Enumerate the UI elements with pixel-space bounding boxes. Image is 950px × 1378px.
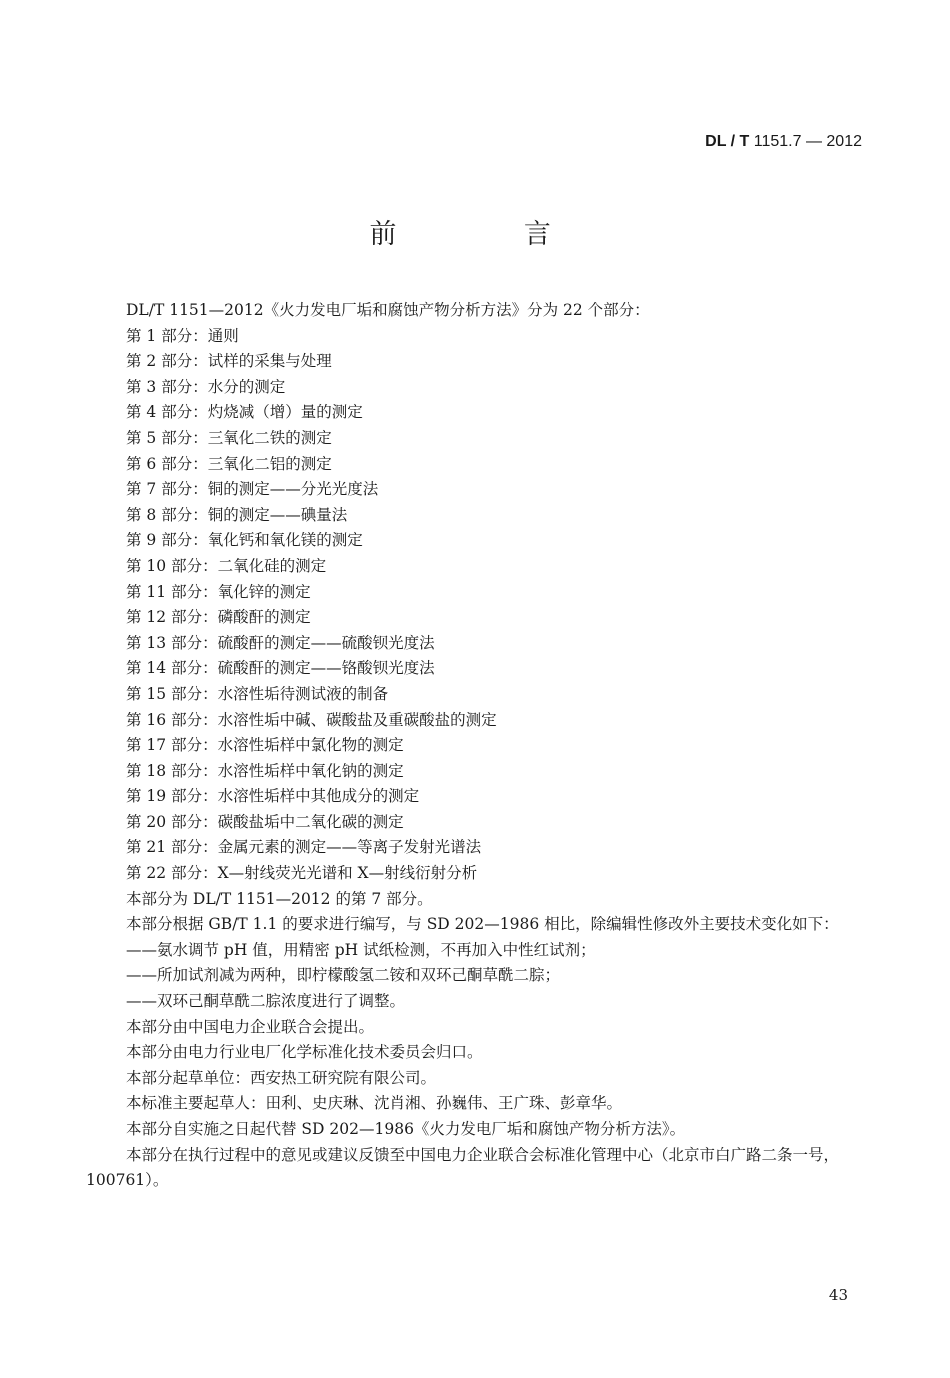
- body-paragraph: 本部分为 DL/T 1151—2012 的第 7 部分。: [126, 889, 433, 908]
- paragraph-list: [86, 887, 866, 1194]
- part-list-item: 第 6 部分：三氧化二铝的测定: [126, 454, 332, 473]
- foreword-body: [86, 298, 866, 1194]
- part-list-item: 第 3 部分：水分的测定: [126, 377, 286, 396]
- part-list-item: 第 5 部分：三氧化二铁的测定: [126, 428, 332, 447]
- part-list-item: 第 4 部分：灼烧减（增）量的测定: [126, 403, 363, 422]
- page-number: 43: [828, 1286, 848, 1304]
- body-paragraph: 本部分根据 GB/T 1.1 的要求进行编写，与 SD 202—1986 相比，除编辑性修改外主要技术变化如下：: [126, 915, 839, 934]
- standard-code: [705, 133, 862, 151]
- part-list-item: 第 12 部分：磷酸酐的测定: [126, 608, 311, 627]
- part-list-item: 第 8 部分：铜的测定——碘量法: [126, 505, 348, 524]
- part-list-item: 第 14 部分：硫酸酐的测定——铬酸钡光度法: [126, 659, 435, 678]
- part-list-item: 第 19 部分：水溶性垢样中其他成分的测定: [126, 787, 420, 806]
- part-list-item: 第 20 部分：碳酸盐垢中二氧化碳的测定: [126, 812, 404, 831]
- standard-code-prefix: DL / T: [705, 133, 750, 150]
- part-list-item: 第 11 部分：氧化锌的测定: [126, 582, 311, 601]
- body-paragraph: 本部分由中国电力企业联合会提出。: [126, 1017, 375, 1036]
- standard-code-number: 1151.7 — 2012: [749, 133, 862, 150]
- part-list-item: 第 2 部分：试样的采集与处理: [126, 352, 332, 371]
- page-title: 前 言: [369, 219, 611, 250]
- part-list-item: 第 7 部分：铜的测定——分光光度法: [126, 480, 379, 499]
- body-paragraph: 本标准主要起草人：田利、史庆琳、沈肖湘、孙巍伟、王广珠、彭章华。: [126, 1094, 623, 1113]
- part-list-item: 第 1 部分：通则: [126, 326, 239, 345]
- part-list-item: 第 13 部分：硫酸酐的测定——硫酸钡光度法: [126, 633, 435, 652]
- body-paragraph: 本部分由电力行业电厂化学标准化技术委员会归口。: [126, 1043, 483, 1062]
- part-list-item: 第 21 部分：金属元素的测定——等离子发射光谱法: [126, 838, 482, 857]
- part-list-item: 第 16 部分：水溶性垢中碱、碳酸盐及重碳酸盐的测定: [126, 710, 497, 729]
- body-paragraph: ——双环己酮草酰二腙浓度进行了调整。: [126, 992, 406, 1011]
- parts-list: [86, 324, 866, 887]
- body-paragraph: 本部分起草单位：西安热工研究院有限公司。: [126, 1068, 437, 1087]
- part-list-item: 第 9 部分：氧化钙和氧化镁的测定: [126, 531, 363, 550]
- intro-paragraph: DL/T 1151—2012《火力发电厂垢和腐蚀产物分析方法》分为 22 个部分：: [126, 301, 650, 319]
- body-paragraph: 本部分自实施之日起代替 SD 202—1986《火力发电厂垢和腐蚀产物分析方法》。: [126, 1120, 686, 1138]
- part-list-item: 第 22 部分：X—射线荧光光谱和 X—射线衍射分析: [126, 864, 478, 883]
- body-paragraph: ——氨水调节 pH 值，用精密 pH 试纸检测，不再加入中性红试剂；: [126, 940, 596, 959]
- part-list-item: 第 10 部分：二氧化硅的测定: [126, 556, 327, 575]
- part-list-item: 第 15 部分：水溶性垢待测试液的制备: [126, 684, 389, 703]
- body-paragraph: 本部分在执行过程中的意见或建议反馈至中国电力企业联合会标准化管理中心（北京市白广路二条一号，100761）。: [86, 1145, 840, 1190]
- part-list-item: 第 18 部分：水溶性垢样中氧化钠的测定: [126, 761, 404, 780]
- part-list-item: 第 17 部分：水溶性垢样中氯化物的测定: [126, 736, 404, 755]
- body-paragraph: ——所加试剂减为两种，即柠檬酸氢二铵和双环己酮草酰二腙；: [126, 966, 561, 985]
